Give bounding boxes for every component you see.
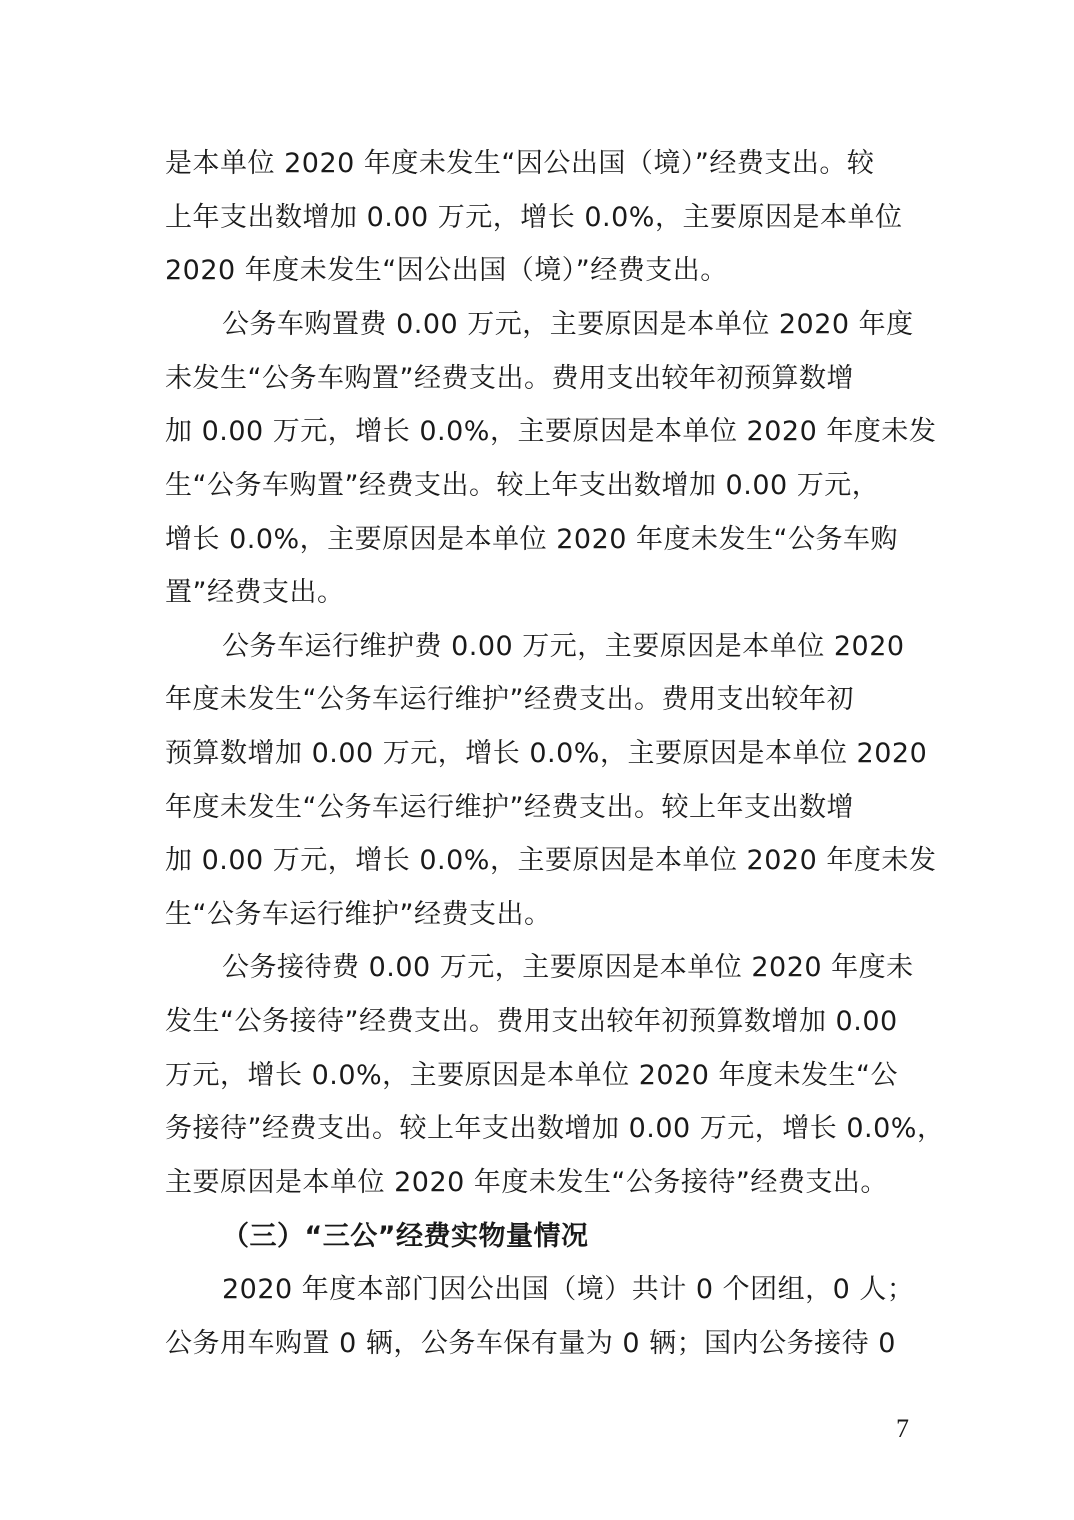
- paragraph-line: 置”经费支出。: [165, 577, 345, 608]
- paragraph-line: 公务车购置费 0.00 万元，主要原因是本单位 2020 年度: [222, 309, 914, 340]
- paragraph-line: 万元，增长 0.0%，主要原因是本单位 2020 年度未发生“公: [165, 1060, 899, 1091]
- paragraph-line: 未发生“公务车购置”经费支出。费用支出较年初预算数增: [165, 363, 854, 394]
- section-heading: （三）“三公”经费实物量情况: [222, 1221, 589, 1252]
- paragraph-line: 2020 年度未发生“因公出国（境）”经费支出。: [165, 255, 728, 286]
- paragraph-line: 主要原因是本单位 2020 年度未发生“公务接待”经费支出。: [165, 1167, 888, 1198]
- paragraph-line: 加 0.00 万元，增长 0.0%，主要原因是本单位 2020 年度未发: [165, 845, 937, 876]
- paragraph-line: 是本单位 2020 年度未发生“因公出国（境）”经费支出。较: [165, 148, 875, 179]
- paragraph-line: 增长 0.0%，主要原因是本单位 2020 年度未发生“公务车购: [165, 524, 899, 555]
- paragraph-line: 发生“公务接待”经费支出。费用支出较年初预算数增加 0.00: [165, 1006, 898, 1037]
- page-number: 7: [896, 1414, 909, 1443]
- paragraph-line: 2020 年度本部门因公出国（境）共计 0 个团组，0 人；: [222, 1274, 915, 1305]
- paragraph-line: 生“公务车购置”经费支出。较上年支出数增加 0.00 万元，: [165, 470, 880, 501]
- paragraph-line: 上年支出数增加 0.00 万元，增长 0.0%，主要原因是本单位: [165, 202, 903, 233]
- paragraph-line: 公务用车购置 0 辆，公务车保有量为 0 辆；国内公务接待 0: [165, 1328, 896, 1359]
- paragraph-line: 务接待”经费支出。较上年支出数增加 0.00 万元，增长 0.0%，: [165, 1113, 945, 1144]
- paragraph-line: 年度未发生“公务车运行维护”经费支出。费用支出较年初: [165, 684, 854, 715]
- paragraph-line: 公务接待费 0.00 万元，主要原因是本单位 2020 年度未: [222, 952, 914, 983]
- paragraph-line: 生“公务车运行维护”经费支出。: [165, 899, 552, 930]
- paragraph-line: 加 0.00 万元，增长 0.0%，主要原因是本单位 2020 年度未发: [165, 416, 937, 447]
- paragraph-line: 公务车运行维护费 0.00 万元，主要原因是本单位 2020: [222, 631, 905, 662]
- paragraph-line: 年度未发生“公务车运行维护”经费支出。较上年支出数增: [165, 792, 854, 823]
- paragraph-line: 预算数增加 0.00 万元，增长 0.0%，主要原因是本单位 2020: [165, 738, 928, 769]
